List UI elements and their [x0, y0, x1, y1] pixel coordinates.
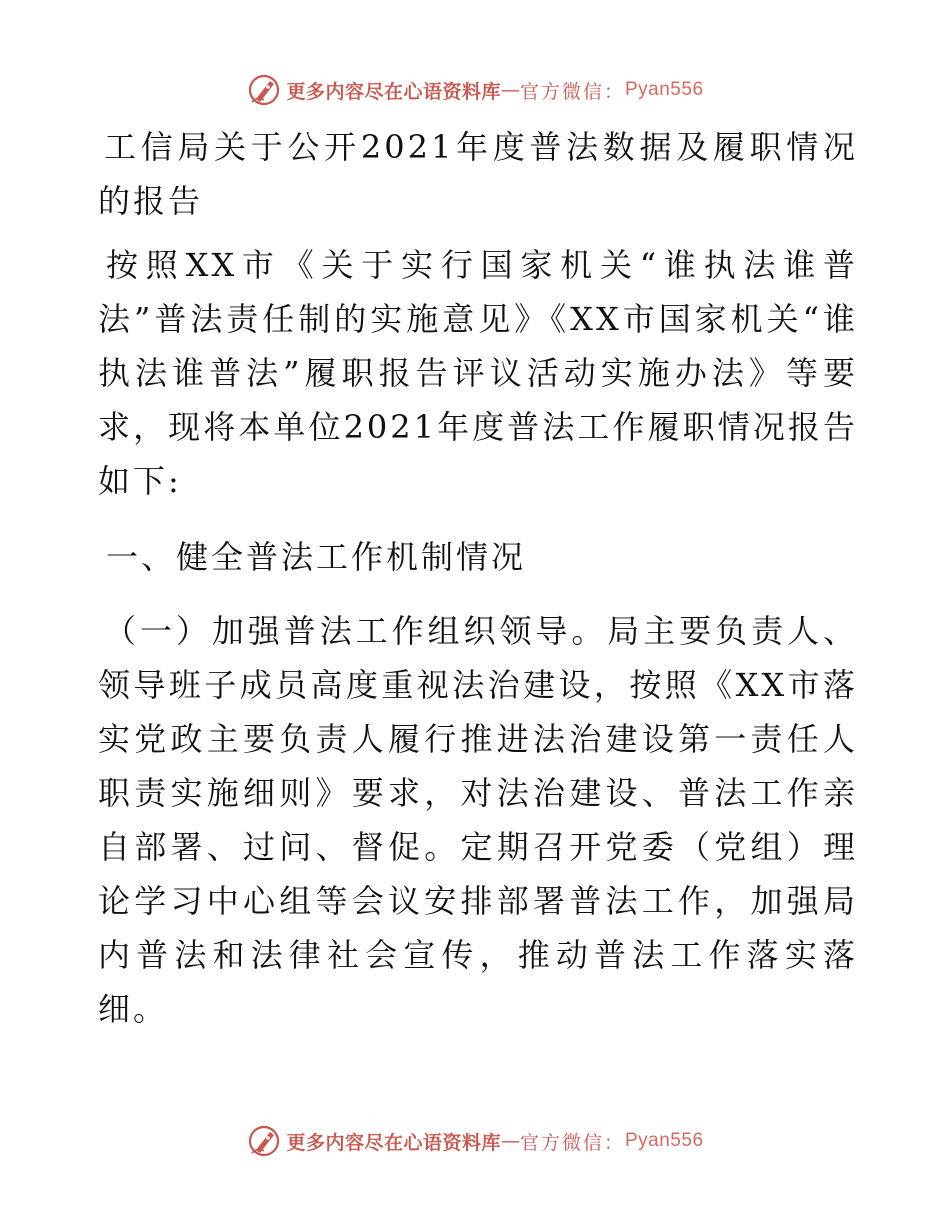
footer-watermark — [0, 1121, 950, 1161]
watermark-sub-text: 官方微信： — [519, 80, 625, 103]
intro-paragraph: 按照XX市《关于实行国家机关“谁执法谁普法”普法责任制的实施意见》《XX市国家机关“谁执法谁普法”履职报告评议活动实施办法》等要求，现将本单位2021年度普法工作履职情况报告如下: — [98, 246, 858, 500]
pen-nib-circle-icon — [246, 72, 282, 108]
header-watermark — [0, 70, 950, 110]
document-body — [98, 120, 858, 1036]
watermark-sub-text: 官方微信： — [519, 1131, 625, 1154]
section-paragraph: （一）加强普法工作组织领导。局主要负责人、领导班子成员高度重视法治建设，按照《XX市落实党政主要负责人履行推进法治建设第一责任人职责实施细则》要求，对法治建设、普法工作亲自部署、过问、督促。定期召开党委（党组）理论学习中心组等会议安排部署普法工作，加强局内普法和法律社会宣传，推动普法工作落实落细。 — [98, 612, 858, 1028]
watermark-main-text: 更多内容尽在心语资料库 — [286, 80, 501, 103]
watermark-separator: — — [500, 1130, 520, 1152]
watermark-main-text: 更多内容尽在心语资料库 — [286, 1131, 501, 1154]
pen-nib-circle-icon — [246, 1123, 282, 1159]
watermark-separator: — — [500, 79, 520, 101]
watermark-account: Pyan556 — [625, 79, 704, 100]
section-heading: 一、健全普法工作机制情况 — [106, 538, 527, 576]
watermark-account: Pyan556 — [625, 1130, 704, 1151]
document-title: 工信局关于公开2021年度普法数据及履职情况的报告 — [98, 128, 858, 220]
